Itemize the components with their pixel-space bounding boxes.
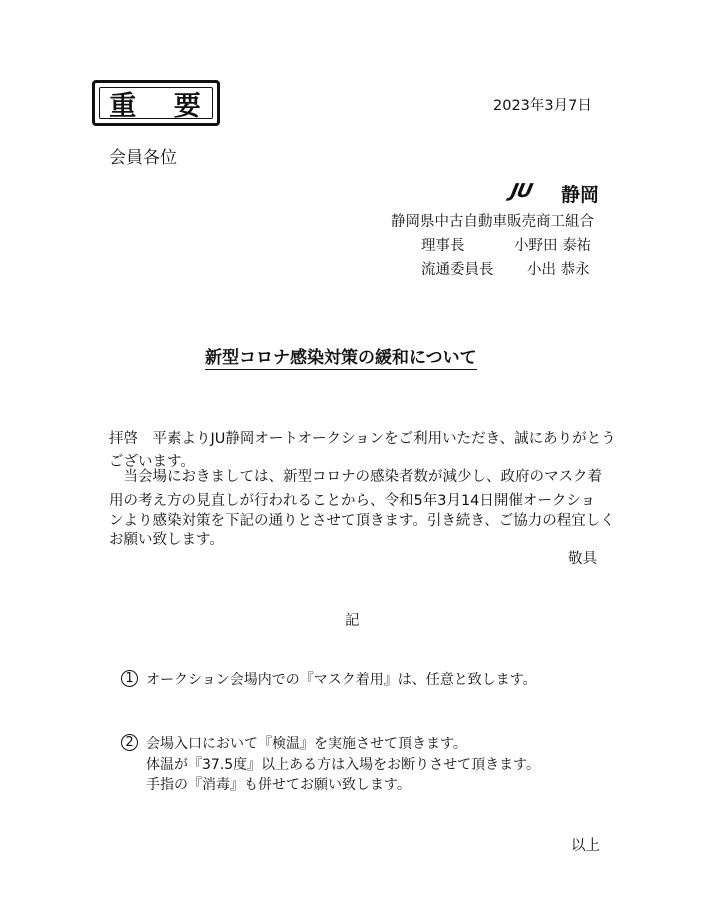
ju-logo-mark: JU [508,180,534,202]
document-title: 新型コロナ感染対策の緩和について [205,343,477,370]
ju-logo-text: 静岡 [561,184,600,206]
body-line: 用の考え方の見直しが行われることから、令和5年3月14日開催オークショ [109,493,596,509]
sender-organization: 静岡県中古自動車販売商工組合 [391,214,594,230]
item-number-badge: 2 [121,734,138,751]
item-text: 手指の『消毒』も併せてお願い致します。 [146,777,411,793]
body-line: 当会場におきましては、新型コロナの感染者数が減少し、政府のマスク着 [109,469,602,485]
body-line: ございます。 [109,454,195,470]
sender-name: 小出 恭永 [527,262,590,278]
sender-role: 流通委員長 [421,262,494,278]
item-text: 会場入口において『検温』を実施させて頂きます。 [146,736,467,752]
ki-heading: 記 [345,613,360,629]
recipient: 会員各位 [109,148,177,168]
body-line: ンより感染対策を下記の通りとさせて頂きます。引き続き、ご協力の程宜しく [109,513,615,529]
important-stamp [92,80,220,126]
body-line: お願い致します。 [109,532,224,548]
sender-name: 小野田 泰祐 [514,238,592,254]
item-text: 体温が『37.5度』以上ある方は入場をお断りさせて頂きます。 [146,757,541,773]
sender-role: 理事長 [421,238,465,254]
item-text: オークション会場内での『マスク着用』は、任意と致します。 [146,672,537,688]
document-date: 2023年3月7日 [493,98,592,114]
stamp-text: 重 要 [99,87,213,119]
item-number-badge: 1 [121,670,138,687]
closing-text: 敬具 [568,551,597,567]
end-text: 以上 [571,838,600,854]
body-line: 拝啓 平素よりJU静岡オートオークションをご利用いただき、誠にありがとう [109,431,616,447]
